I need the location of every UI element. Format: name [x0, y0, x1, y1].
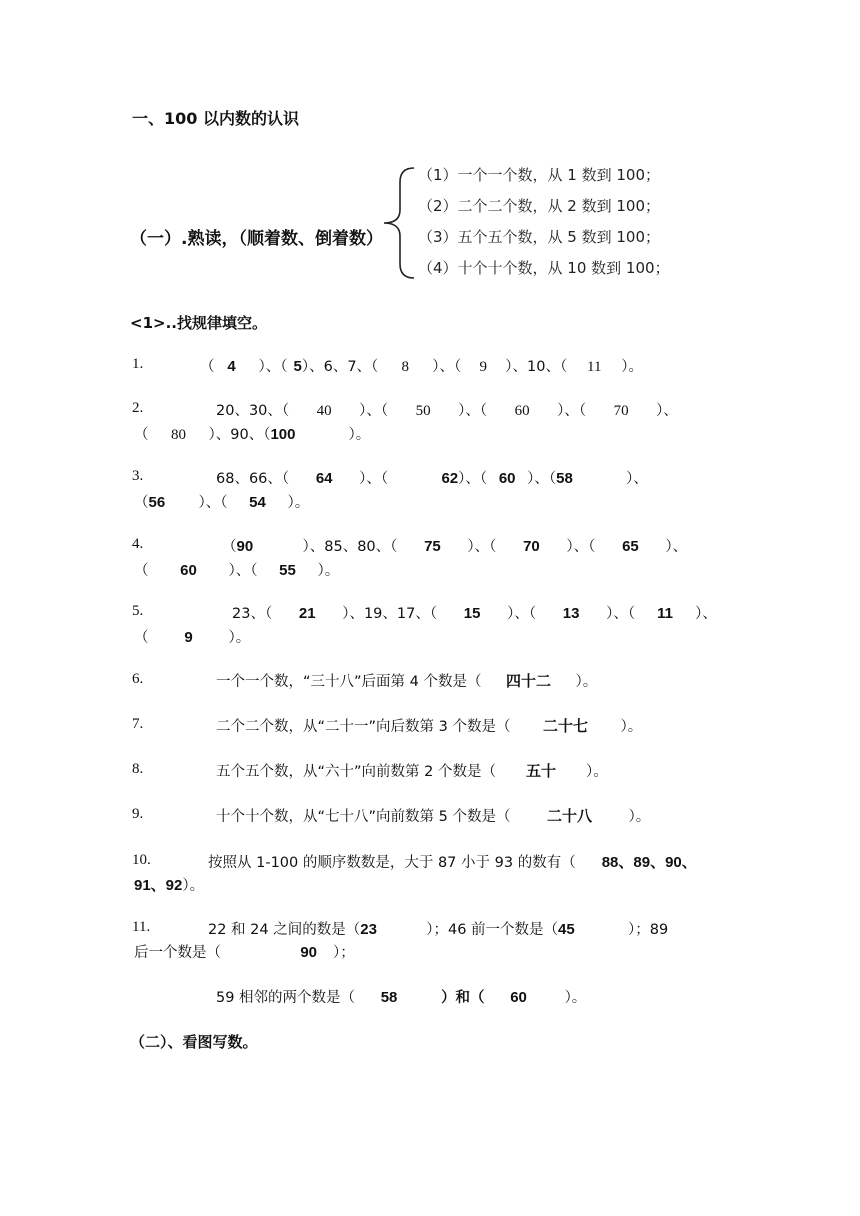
text: 59 相邻的两个数是（ [216, 990, 356, 1006]
text: ）； [333, 945, 355, 961]
answer: 65 [622, 538, 639, 555]
text: ）、19、17、（ [342, 606, 438, 622]
question-4-line1 [222, 535, 687, 556]
question-11-line3 [216, 986, 586, 1007]
answer: 二十八 [546, 808, 592, 825]
question-2-line2 [134, 423, 370, 444]
reading-item-2: （2）二个二个数，从 2 数到 100； [418, 197, 661, 215]
answer: 70 [523, 538, 540, 555]
text: ）、10、（ [505, 359, 568, 375]
text: ）、（ [557, 403, 587, 419]
text: ）、（ [458, 471, 488, 487]
answer: 60 [180, 562, 197, 579]
question-number-4: 4. [132, 536, 144, 552]
question-4-line2 [134, 559, 339, 580]
question-11-line2 [134, 941, 355, 962]
text: （ [222, 539, 237, 555]
answer: 60 [514, 403, 530, 419]
answer: 4 [227, 358, 236, 375]
question-5-line1 [232, 602, 717, 623]
question-1 [200, 355, 643, 376]
answer: 40 [316, 403, 332, 419]
question-number-5: 5. [132, 603, 144, 619]
question-10-line2 [134, 874, 204, 895]
answer: 91、92 [134, 877, 183, 894]
answer: 54 [249, 494, 266, 511]
text: 二个二个数，从“二十一”向后数第 3 个数是（ [216, 719, 511, 735]
question-9 [216, 805, 650, 826]
question-7 [216, 715, 642, 736]
text: ）。 [585, 764, 608, 780]
text: ）、（ [467, 539, 497, 555]
text: ）、（ [359, 403, 389, 419]
answer: 21 [298, 605, 316, 622]
question-number-11: 11. [132, 919, 151, 935]
answer: 64 [315, 470, 333, 487]
question-10-line1 [208, 851, 697, 872]
answer: 13 [562, 605, 580, 622]
answer: 11 [587, 359, 602, 375]
text: （ [134, 427, 149, 443]
answer: 70 [613, 403, 629, 419]
text: ）。 [620, 719, 643, 735]
answer: 58 [556, 470, 573, 487]
answer: 62 [441, 470, 459, 487]
text: ）、（ [458, 403, 488, 419]
text: 按照从 1-100 的顺序数数是，大于 87 小于 93 的数有（ [208, 855, 576, 871]
text: ）。 [228, 630, 251, 646]
question-3-line1 [216, 467, 648, 488]
text: 五个五个数，从“六十”向前数第 2 个数是（ [216, 764, 496, 780]
answer: 二十七 [542, 718, 588, 735]
text: ）；89 [628, 922, 669, 938]
answer: 88、89、90、 [601, 854, 697, 871]
text: ）、（ [507, 606, 537, 622]
question-3-line2 [134, 491, 309, 512]
text: ）、85、80、（ [302, 539, 398, 555]
text: 22 和 24 之间的数是（ [208, 922, 361, 938]
text: 20、30、（ [216, 403, 290, 419]
answer: 四十二 [505, 673, 551, 690]
text: ）。 [317, 563, 340, 579]
text: ）。 [575, 674, 598, 690]
text: ）。 [348, 427, 371, 443]
reading-item-1: （1）一个一个数，从 1 数到 100； [418, 166, 661, 184]
answer: 90 [300, 944, 317, 961]
answer: 58 [380, 989, 398, 1006]
answer: 55 [279, 562, 296, 579]
answer: 45 [558, 921, 575, 938]
question-number-2: 2. [132, 400, 144, 416]
question-number-9: 9. [132, 806, 144, 822]
text: ）。 [182, 878, 205, 894]
text: 一个一个数，“三十八”后面第 4 个数是（ [216, 674, 482, 690]
answer: 5 [293, 358, 302, 375]
answer: 15 [463, 605, 481, 622]
question-number-3: 3. [132, 468, 144, 484]
text: ）、90、（ [208, 427, 271, 443]
text: ）、（ [258, 359, 288, 375]
text: ）、6、7、（ [301, 359, 379, 375]
question-number-10: 10. [132, 852, 151, 868]
text: 68、66、（ [216, 471, 290, 487]
question-11-line1 [208, 918, 668, 939]
answer: 100 [270, 426, 296, 443]
text: ）、（ [527, 471, 557, 487]
section1-title: <1>..找规律填空。 [130, 314, 267, 332]
answer: 60 [498, 470, 516, 487]
brace-icon [378, 164, 418, 282]
text: ）。 [621, 359, 643, 375]
answer: 80 [171, 427, 186, 443]
answer: 50 [415, 403, 431, 419]
answer: 8 [401, 359, 410, 375]
answer: 60 [510, 989, 527, 1006]
text: ）、 [626, 471, 648, 487]
text: 十个十个数，从“七十八”向前数第 5 个数是（ [216, 809, 511, 825]
text: ）、 [695, 606, 717, 622]
text: ）、（ [198, 495, 228, 511]
answer: 56 [148, 494, 166, 511]
text: ）。 [287, 495, 310, 511]
question-number-8: 8. [132, 761, 144, 777]
answer: 9 [184, 629, 193, 646]
text: ）、 [665, 539, 688, 555]
text: ）、（ [606, 606, 636, 622]
answer: 五十 [525, 763, 556, 780]
reading-item-4: （4）十个十个数，从 10 数到 100； [418, 259, 670, 277]
section-heading: 一、100 以内数的认识 [132, 109, 299, 128]
question-8 [216, 760, 608, 781]
text: ）、（ [566, 539, 596, 555]
text: （ [134, 630, 149, 646]
text: （ [200, 359, 215, 375]
text: ）、 [656, 403, 678, 419]
answer: 90 [236, 538, 254, 555]
text: （ [134, 563, 149, 579]
section2-title: （二）、看图写数。 [130, 1033, 258, 1051]
answer: 11 [657, 605, 674, 622]
reading-label: （一）.熟读，（顺着数、倒着数） [130, 229, 383, 249]
text: 23、（ [232, 606, 273, 622]
text: ）；46 前一个数是（ [426, 922, 559, 938]
text: ）。 [564, 990, 587, 1006]
question-5-line2 [134, 626, 250, 647]
question-6 [216, 670, 597, 691]
text: ）、（ [432, 359, 462, 375]
text: ）和（ [441, 990, 485, 1006]
question-2-line1 [216, 399, 678, 420]
reading-item-3: （3）五个五个数，从 5 数到 100； [418, 228, 661, 246]
answer: 75 [424, 538, 441, 555]
question-number-7: 7. [132, 716, 144, 732]
text: 后一个数是（ [134, 945, 221, 961]
question-number-1: 1. [132, 356, 144, 372]
text: ）、（ [228, 563, 258, 579]
text: （ [134, 495, 149, 511]
question-number-6: 6. [132, 671, 144, 687]
answer: 9 [479, 359, 488, 375]
text: ）、（ [359, 471, 389, 487]
text: ）。 [628, 809, 651, 825]
answer: 23 [360, 921, 377, 938]
